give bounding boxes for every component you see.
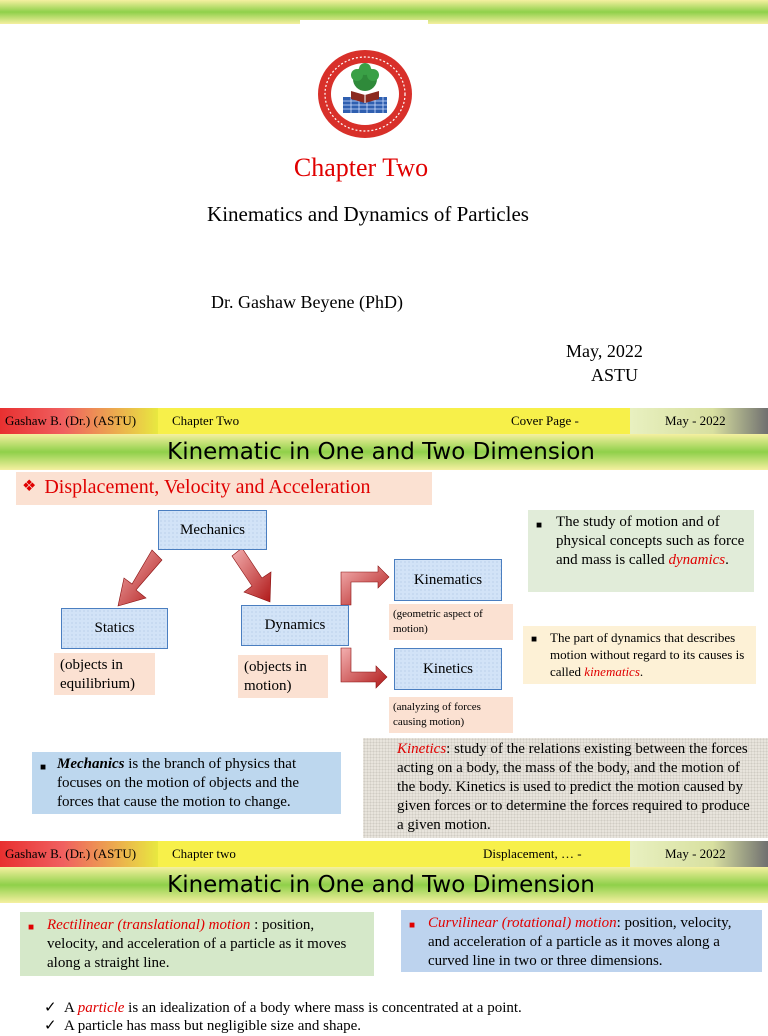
node-mechanics: Mechanics — [158, 510, 267, 550]
node-statics: Statics — [61, 608, 168, 649]
footer-date: May - 2022 — [630, 408, 768, 434]
particle-size-text: A particle has mass but negligible size and shape. — [64, 1018, 362, 1034]
slide2-header: Kinematic in One and Two Dimension — [0, 434, 768, 470]
rectilinear-text: : position, velocity, and acceleration of a particle as it moves along a straight line. — [47, 917, 347, 971]
footer-author: Gashaw B. (Dr.) (ASTU) — [0, 841, 158, 867]
mechanics-definition-text: is the branch of physics that focuses on the motion of objects and the forces that cause the motion to change. — [57, 756, 300, 810]
node-kinematics: Kinematics — [394, 559, 502, 601]
particle-term: particle — [77, 1000, 125, 1016]
diamond-bullet-icon: ❖ — [22, 478, 37, 495]
footer-chapter: Chapter two — [172, 846, 236, 861]
footer-author: Gashaw B. (Dr.) (ASTU) — [0, 408, 158, 434]
checklist-item — [44, 1017, 362, 1036]
presentation-date: May, 2022 — [566, 341, 643, 361]
footer-page: Cover Page - — [511, 413, 579, 428]
kinetics-term: Kinetics — [397, 741, 447, 757]
footer-center — [158, 841, 630, 867]
note-kinematics: (geometric aspect of motion) — [389, 604, 513, 640]
checkmark-icon: ✓ — [44, 1000, 57, 1016]
kinematics-definition-text: The part of dynamics that describes motion without regard to its causes is called — [550, 630, 745, 679]
curvilinear-term: Curvilinear (rotational) motion — [428, 915, 617, 931]
university-seal-logo — [317, 49, 413, 139]
checkmark-icon: ✓ — [44, 1018, 57, 1034]
section-heading-text: Displacement, Velocity and Acceleration — [44, 476, 371, 498]
footer-chapter: Chapter Two — [172, 413, 240, 428]
particle-text-post: is an idealization of a body where mass is concentrated at a point. — [124, 1000, 522, 1016]
kinetics-definition-box — [363, 738, 768, 838]
note-dynamics: (objects in motion) — [238, 655, 328, 698]
footer-center — [158, 408, 630, 434]
note-kinetics: (analyzing of forces causing motion) — [389, 697, 513, 733]
rectilinear-term: Rectilinear (translational) motion — [47, 917, 251, 933]
chapter-title: Chapter Two — [293, 153, 429, 182]
author-name: Dr. Gashaw Beyene (PhD) — [211, 292, 403, 312]
organization: ASTU — [591, 365, 639, 385]
slide1-footer — [0, 408, 768, 434]
mechanics-term: Mechanics — [57, 756, 125, 772]
chapter-subtitle: Kinematics and Dynamics of Particles — [207, 202, 529, 226]
arrow-to-statics-icon — [118, 550, 162, 606]
curvilinear-text: : position, velocity, and acceleration of a particle as it moves along a curved line in two or three dimensions. — [428, 915, 732, 969]
dynamics-definition-box: ■ The study of motion and of physical concepts such as force and mass is called dynamics. — [528, 510, 754, 592]
mechanics-definition-box — [32, 752, 341, 814]
slide3-header: Kinematic in One and Two Dimension — [0, 867, 768, 903]
curvilinear-motion-box — [401, 910, 762, 972]
dynamics-definition-text: The study of motion and of physical concepts such as force and mass is called — [556, 514, 745, 568]
node-dynamics: Dynamics — [241, 605, 349, 646]
square-bullet-icon: ■ — [40, 762, 47, 773]
kinematics-term: kinematics — [584, 664, 640, 679]
dynamics-term: dynamics — [668, 552, 726, 568]
top-bar-gap — [300, 20, 428, 26]
footer-page: Displacement, … - — [483, 846, 582, 861]
rectilinear-motion-box — [20, 912, 374, 976]
slide2-footer — [0, 841, 768, 867]
kinematics-definition-box: ■ The part of dynamics that describes motion without regard to its causes is called kinematics. — [523, 626, 756, 684]
arrow-to-kinetics-icon — [341, 648, 387, 688]
checklist-item — [44, 999, 522, 1018]
square-bullet-icon: ■ — [536, 520, 543, 531]
arrow-to-dynamics-icon — [232, 548, 271, 602]
node-kinetics: Kinetics — [394, 648, 502, 690]
kinetics-definition-text: : study of the relations existing between the forces acting on a body, the mass of the body, and the motion of the body. Kinetics is used to predict the motion caused by given forces or to determine the forces required to produce a given motion. — [397, 741, 750, 833]
square-bullet-icon: ■ — [531, 634, 538, 645]
note-statics: (objects in equilibrium) — [54, 653, 155, 695]
arrow-to-kinematics-icon — [341, 566, 389, 605]
section-heading — [16, 472, 432, 505]
square-bullet-icon: ■ — [28, 922, 35, 933]
footer-date: May - 2022 — [630, 841, 768, 867]
square-bullet-icon: ■ — [409, 920, 416, 931]
particle-text-pre: A — [64, 1000, 78, 1016]
